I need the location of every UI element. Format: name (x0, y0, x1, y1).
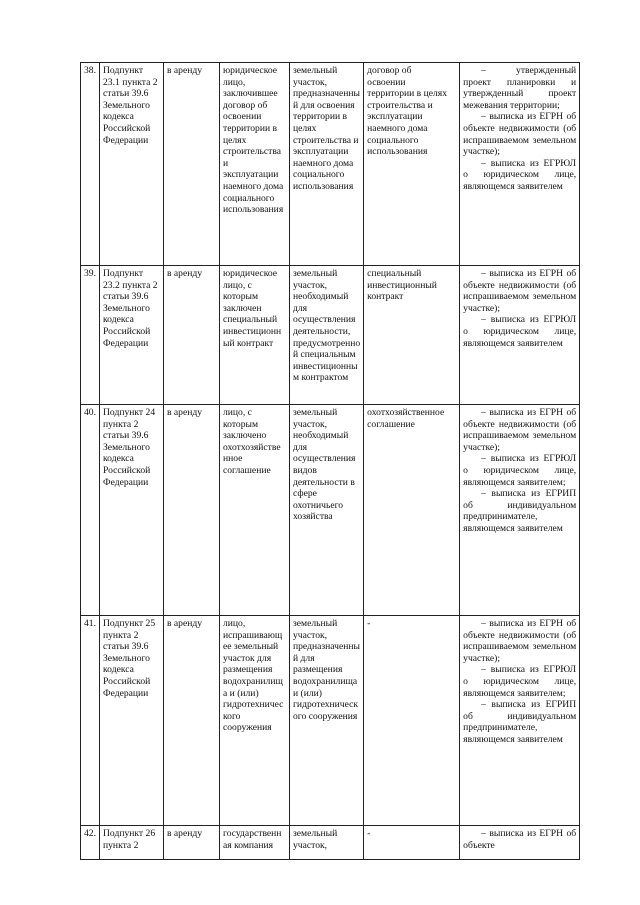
basis-document-cell: - (364, 616, 460, 826)
row-number: 38. (81, 63, 100, 266)
land-plot-cell: земельный участок, необходимый для осуществления видов деятельности в сфере охотничьего хозяйства (290, 405, 364, 616)
legal-basis-cell: Подпункт 23.2 пункта 2 статьи 39.6 Земельного кодекса Российской Федерации (100, 266, 164, 405)
table-row (81, 616, 580, 826)
required-documents-cell (460, 63, 580, 266)
required-document-item: – выписка из ЕГРИП об индивидуальном предпринимателе, являющемся заявителем (463, 699, 577, 745)
table-row (81, 266, 580, 405)
land-plot-cell: земельный участок, необходимый для осуществления деятельности, предусмотренно й специальным инвестиционны м контрактом (290, 266, 364, 405)
basis-document-cell: охотхозяйственное соглашение (364, 405, 460, 616)
table-row (81, 826, 580, 860)
documents-table (80, 62, 580, 860)
required-document-item: – утвержденный проект планировки и утвержденный проект межевания территории; (463, 65, 577, 111)
applicant-cell: юридическое лицо, с которым заключен специальный инвестиционн ый контракт (220, 266, 290, 405)
required-document-item: – выписка из ЕГРИП об индивидуальном предпринимателе, являющемся заявителем (463, 488, 577, 534)
legal-basis-cell: Подпункт 26 пункта 2 (100, 826, 164, 860)
legal-basis-cell: Подпункт 24 пункта 2 статьи 39.6 Земельного кодекса Российской Федерации (100, 405, 164, 616)
row-number: 39. (81, 266, 100, 405)
row-number: 42. (81, 826, 100, 860)
basis-document-cell: договор об освоении территории в целях строительства и эксплуатации наемного дома социального использования (364, 63, 460, 266)
table-row (81, 405, 580, 616)
applicant-cell: государственн ая компания (220, 826, 290, 860)
required-document-item: – выписка из ЕГРЮЛ о юридическом лице, являющемся заявителем; (463, 453, 577, 488)
row-number: 40. (81, 405, 100, 616)
required-document-item: – выписка из ЕГРЮЛ о юридическом лице, являющемся заявителем; (463, 664, 577, 699)
applicant-cell: лицо, с которым заключено охотхозяйстве нное соглашение (220, 405, 290, 616)
basis-document-cell: специальный инвестиционный контракт (364, 266, 460, 405)
table-row (81, 63, 580, 266)
required-documents-cell (460, 405, 580, 616)
applicant-cell: юридическое лицо, заключившее договор об освоении территории в целях строительства и эксплуатации наемного дома социального использования (220, 63, 290, 266)
required-document-item: – выписка из ЕГРН об объекте недвижимости (об испрашиваемом земельном участке); (463, 618, 577, 664)
row-number: 41. (81, 616, 100, 826)
required-document-item: – выписка из ЕГРН об объекте недвижимости (об испрашиваемом земельном участке); (463, 111, 577, 158)
required-documents-cell (460, 616, 580, 826)
land-plot-cell: земельный участок, предназначенны й для размещения водохранилища и (или) гидротехническ ого сооружения (290, 616, 364, 826)
basis-document-cell: - (364, 826, 460, 860)
legal-basis-cell: Подпункт 23.1 пункта 2 статьи 39.6 Земельного кодекса Российской Федерации (100, 63, 164, 266)
provision-kind-cell: в аренду (164, 616, 220, 826)
provision-kind-cell: в аренду (164, 266, 220, 405)
required-documents-cell (460, 266, 580, 405)
provision-kind-cell: в аренду (164, 405, 220, 616)
required-document-item: – выписка из ЕГРЮЛ о юридическом лице, являющемся заявителем (463, 157, 577, 192)
required-document-item: – выписка из ЕГРЮЛ о юридическом лице, являющемся заявителем (463, 314, 577, 349)
required-document-item: – выписка из ЕГРН об объекте недвижимости (об испрашиваемом земельном участке); (463, 407, 577, 453)
provision-kind-cell: в аренду (164, 63, 220, 266)
land-plot-cell: земельный участок, (290, 826, 364, 860)
legal-basis-cell: Подпункт 25 пункта 2 статьи 39.6 Земельного кодекса Российской Федерации (100, 616, 164, 826)
required-document-item: – выписка из ЕГРН об объекте недвижимости (об испрашиваемом земельном участке); (463, 268, 577, 314)
required-documents-cell (460, 826, 580, 860)
land-plot-cell: земельный участок, предназначенны й для освоения территории в целях строительства и эксплуатации наемного дома социального использования (290, 63, 364, 266)
applicant-cell: лицо, испрашивающ ее земельный участок для размещения водохранилищ а и (или) гидротехничес кого сооружения (220, 616, 290, 826)
provision-kind-cell: в аренду (164, 826, 220, 860)
required-document-item: – выписка из ЕГРН об объекте (463, 828, 577, 851)
